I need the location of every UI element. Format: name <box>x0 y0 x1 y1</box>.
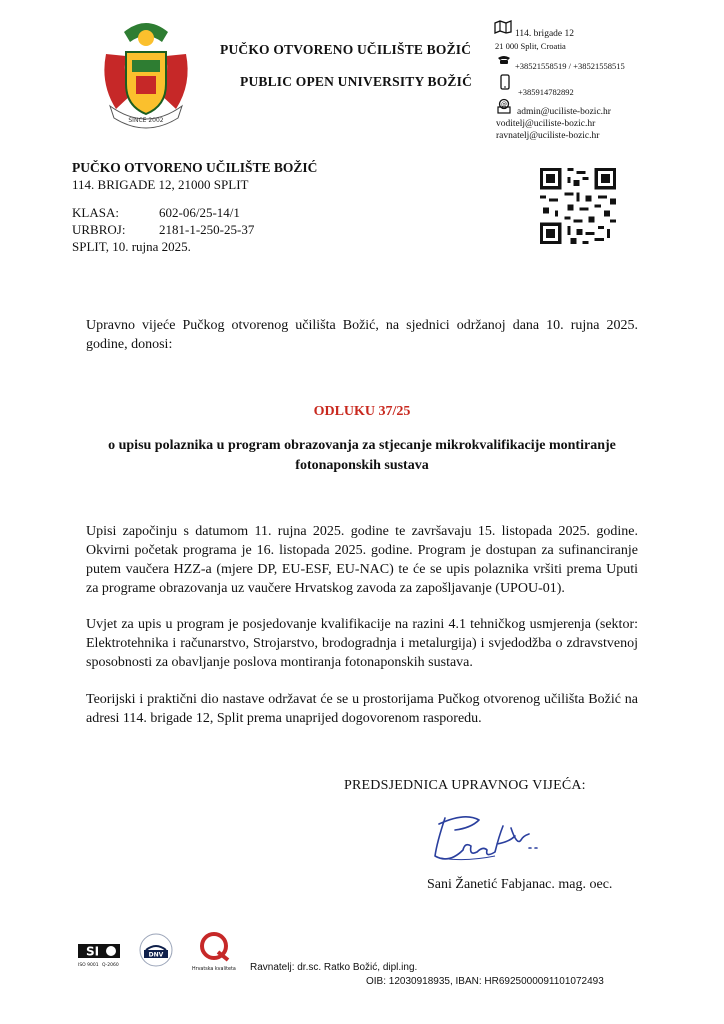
contact-address-line2: 21 000 Split, Croatia <box>495 41 566 51</box>
contact-email-ravnatelj[interactable]: ravnatelj@uciliste-bozic.hr <box>496 131 600 141</box>
school-crest-logo <box>96 14 196 134</box>
cert-q-text: Q-2060 <box>102 963 119 968</box>
handwritten-signature <box>425 806 545 868</box>
cert-si-text: SI <box>86 944 100 959</box>
footer-director: Ravnatelj: dr.sc. Ratko Božić, dipl.ing. <box>250 962 418 973</box>
contact-email-voditelj[interactable]: voditelj@uciliste-bozic.hr <box>496 119 596 129</box>
phone-icon <box>497 55 511 65</box>
paragraph-enrollment-requirements: Uvjet za upis u program je posjedovanje kvalifikacije na razini 4.1 tehničkog usmjerenja (sektor: Elektrotehnika i računarstvo, Strojarstvo, brodogradnja i metalurgija) i svjedodžba o zdravstvenoj sposobnosti za obavljanje poslova montiranja fotonaponskih sustava. <box>86 617 638 670</box>
intro-paragraph: Upravno vijeće Pučkog otvorenog učilišta Božić, na sjednici održanoj dana 10. rujna 2025. godine, donosi: <box>86 318 638 352</box>
hrvatska-kvaliteta-logo <box>192 934 236 972</box>
footer-oib-iban: OIB: 12030918935, IBAN: HR6925000091101072493 <box>366 976 604 987</box>
sender-name: PUČKO OTVORENO UČILIŠTE BOŽIĆ <box>72 160 318 175</box>
certification-logos <box>78 928 258 974</box>
paragraph-enrollment-dates: Upisi započinju s datumom 11. rujna 2025. godine te završavaju 15. listopada 2025. godine. Okvirni početak programa je 16. listopada 2025. godine. Program je dostupan za sufinanciranje putem vaučera HZZ-a (mjere DP, EU-ESF, EU-NAC) te će se upis polaznika vršiti prema Uputi za programe obrazovanja uz vaučere Hrvatskog zavoda za zapošljavanje (UPOU-01). <box>86 524 638 596</box>
urbroj-label: URBROJ: <box>72 222 126 237</box>
urbroj-value: 2181-1-250-25-37 <box>159 222 255 237</box>
email-icon <box>496 98 512 114</box>
document-date: SPLIT, 10. rujna 2025. <box>72 239 191 254</box>
svg-text:@: @ <box>501 101 507 108</box>
contact-address-line1: 114. brigade 12 <box>515 29 575 39</box>
decision-title: ODLUKU 37/25 <box>313 404 411 419</box>
mobile-phone-icon <box>500 74 510 90</box>
contact-mobile[interactable]: +385914782892 <box>518 87 574 97</box>
header-name-en: PUBLIC OPEN UNIVERSITY BOŽIĆ <box>240 74 473 89</box>
crest-since-label: SINCE 2002 <box>128 117 164 124</box>
signature-title: PREDSJEDNICA UPRAVNOG VIJEĆA: <box>344 778 586 793</box>
contact-email-admin[interactable]: admin@uciliste-bozic.hr <box>517 107 611 117</box>
header-name-hr: PUČKO OTVORENO UČILIŠTE BOŽIĆ <box>220 42 472 57</box>
cert-dnv-text: DNV <box>148 951 164 959</box>
qr-code[interactable] <box>540 168 616 244</box>
decision-subject: o upisu polaznika u program obrazovanja za stjecanje mikrokvalifikacije montiranje fotonaponskih sustava <box>108 438 616 473</box>
map-icon <box>494 20 512 34</box>
contact-phones[interactable]: +38521558519 / +38521558515 <box>515 61 625 71</box>
klasa-label: KLASA: <box>72 205 119 220</box>
si-certificate-logo <box>78 944 120 968</box>
klasa-value: 602-06/25-14/1 <box>159 205 240 220</box>
dnv-certificate-logo <box>140 934 172 966</box>
cert-iso-text: ISO 9001 <box>78 963 99 968</box>
cert-hk-text: Hrvatska kvaliteta <box>192 967 236 972</box>
paragraph-teaching-location: Teorijski i praktični dio nastave održavat će se u prostorijama Pučkog otvorenog učilišta Božić na adresi 114. brigade 12, Split prema unaprijed dogovorenom rasporedu. <box>86 692 638 726</box>
sender-address: 114. BRIGADE 12, 21000 SPLIT <box>72 177 249 192</box>
signer-name: Sani Žanetić Fabjanac. mag. oec. <box>427 877 613 892</box>
